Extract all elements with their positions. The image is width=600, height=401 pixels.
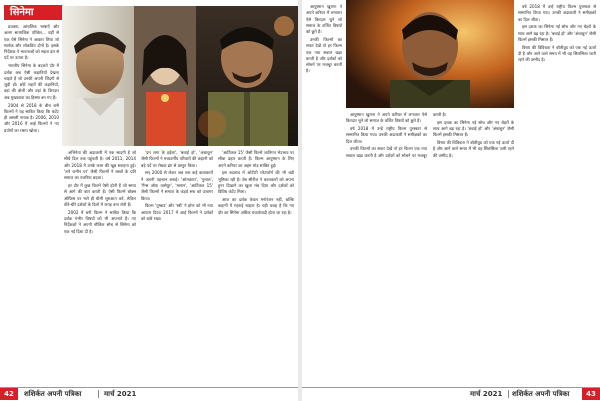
paragraph: आज का दर्शक केवल मनोरंजन नहीं, बल्कि कहानी में गहराई चाहता है। यही वजह है कि नए दौर का सिनेमा अधिक यथार्थवादी होता जा रहा है। [218, 197, 294, 215]
paragraph: फिल्म 'तुम्बाड' और 'स्त्री' ने हॉरर को भी नया आयाम दिया। 2017 में आई फिल्मों ने दर्शकों को बांधे रखा। [141, 203, 213, 221]
paragraph: विषय की विविधता ने बॉलीवुड को एक नई ऊर्जा दी है और आने वाले समय में भी यह सिलसिला जारी रहने की उम्मीद है। [518, 44, 596, 63]
paragraph: इस दशक का सिनेमा नई सोच और नए चेहरों के साथ आगे बढ़ रहा है। 'बधाई हो' और 'अंधाधुन' जैसी फिल्में इसकी मिसाल हैं। [518, 24, 596, 42]
right-page [302, 0, 600, 401]
paragraph: 2002 में बनी फिल्म ने साबित किया कि दर्शक गंभीर विषयों को भी अपनाते हैं। नए निर्देशकों ने अपनी मौलिक सोच से सिनेमा को एक नई दिशा दी है। [64, 209, 136, 234]
divider [98, 390, 99, 398]
magazine-name: शशिर्कत अपनी पत्रिका [512, 390, 570, 398]
paragraph: भारतीय सिनेमा के बदलते दौर में दर्शक अब ऐसी कहानियाँ देखना चाहते हैं जो उनकी अपनी जिंदगी से जुड़ी हों। छोटे शहरों की कहानियाँ, वहां की बोली और वहां के किरदार अब मुख्यधारा का हिस्सा बन गए हैं। [4, 63, 59, 100]
paragraph: सन् 2000 से लेकर अब तक कई कलाकारों ने अपनी पहचान बनाई। 'ओमकारा', 'गुलाल', 'गैंग्स ऑफ वासेपुर', 'मसान', 'आर्टिकल 15' जैसी फिल्मों ने समाज के कड़वे सच को उजागर किया। [141, 170, 213, 201]
magazine-name: शशिर्कत अपनी पत्रिका [24, 390, 82, 398]
paragraph: इस दशक का सिनेमा नई सोच और नए चेहरों के साथ आगे बढ़ रहा है। 'बधाई हो' और 'अंधाधुन' जैसी फिल्में इसकी मिसाल हैं। [433, 119, 514, 138]
film-photo [62, 6, 298, 146]
paragraph: हर दौर में कुछ फिल्में ऐसी होती हैं जो समय से आगे की बात करती हैं। ऐसी फिल्में बॉक्स ऑफिस पर भले ही धीमी शुरुआत करें, लेकिन धीरे-धीरे दर्शकों के दिलों में जगह बना लेती हैं। [64, 182, 136, 207]
paragraph: 'दम लगा के हईशा', 'बधाई हो', 'अंधाधुन' जैसी फिल्मों ने मध्यवर्गीय परिवारों की कहानी को बड़े पर्दे पर रोचक ढंग से प्रस्तुत किया। [141, 150, 213, 168]
page-number: 43 [582, 388, 600, 400]
section-tag: सिनेमा [4, 5, 62, 20]
left-col-1 [4, 24, 59, 376]
issue-date: मार्च 2021 [470, 390, 503, 398]
issue-date: मार्च 2021 [104, 390, 137, 398]
right-footer [302, 387, 600, 401]
left-footer [0, 387, 298, 401]
page-number: 42 [0, 388, 18, 400]
paragraph: वर्ष 2018 में उन्हें राष्ट्रीय फिल्म पुरस्कार से सम्मानित किया गया। उनकी अदाकारी ने समीक्षकों का दिल जीता। [346, 126, 427, 144]
left-col-2 [64, 150, 136, 376]
paragraph: उनकी फिल्मों का सफर देखें तो हर फिल्म एक नया सवाल खड़ा करती है और दर्शकों को सोचने पर मजबूर करती है। [306, 36, 342, 74]
paragraph: 2004 से 2018 के बीच बनी फिल्मों ने यह साबित किया कि कंटेंट ही असली नायक है। 2006, 2010 और 2016 में आई फिल्मों ने नए प्रयोगों का रास्ता खोला। [4, 102, 59, 133]
paragraph: विषय की विविधता ने बॉलीवुड को एक नई ऊर्जा दी है और आने वाले समय में भी यह सिलसिला जारी रहने की उम्मीद है। [433, 140, 514, 158]
left-page [0, 0, 298, 401]
paragraph: वर्ष 2018 में उन्हें राष्ट्रीय फिल्म पुरस्कार से सम्मानित किया गया। उनकी अदाकारी ने समीक्षकों का दिल जीता। [518, 4, 596, 22]
divider [508, 390, 509, 398]
right-col-middle [346, 112, 514, 376]
left-col-3 [141, 150, 213, 376]
paragraph: इस बदलाव में ओटीटी प्लेटफॉर्म की भी बड़ी भूमिका रही है। वेब सीरीज ने कलाकारों को अपना हुनर दिखाने का खुला मंच दिया और दर्शकों को विविध कंटेंट मिला। [218, 170, 294, 195]
paragraph: उनकी फिल्मों का सफर देखें तो हर फिल्म एक नया सवाल खड़ा करती है और दर्शकों को सोचने पर मजबूर करती है। [346, 112, 447, 158]
right-col-right [518, 4, 596, 374]
right-col-left [306, 4, 342, 374]
paragraph: प्रवक्ता, आंचलिक भाषाएँ और अलग सामाजिक परिवेश... यहीं से एक ऐसे सिनेमा ने आकार लिया जो सार्थक और लोकप्रिय दोनों है। इसके निर्देशक ने भावनाओं को सहज ढंग से पर्दे पर उतारा है। [4, 24, 59, 61]
paragraph: आयुष्मान खुराना ने अपने करियर में लगातार ऐसे किरदार चुने जो समाज के वर्जित विषयों को छूते हैं। [306, 4, 342, 35]
paragraph: अभिनेता की अदाकारी में एक सादगी है जो सीधे दिल तक पहुंचती है। वर्ष 2011, 2014 और 2018 में उनके काम की खूब सराहना हुई। 'तारे जमीन पर' जैसी फिल्मों ने बच्चों के प्रति समाज का नजरिया बदला। [64, 150, 136, 181]
left-col-4 [218, 150, 294, 376]
paragraph: 'आर्टिकल 15' जैसी फिल्में जातिगत भेदभाव पर सीधा प्रहार करती हैं। फिल्म आयुष्मान के लिए अपने करियर का अहम मोड़ साबित हुई। [218, 150, 294, 168]
paragraph: आयुष्मान खुराना ने अपने करियर में लगातार ऐसे किरदार चुने जो समाज के वर्जित विषयों को छूते हैं। [346, 112, 427, 124]
film-photo-right [346, 0, 514, 108]
